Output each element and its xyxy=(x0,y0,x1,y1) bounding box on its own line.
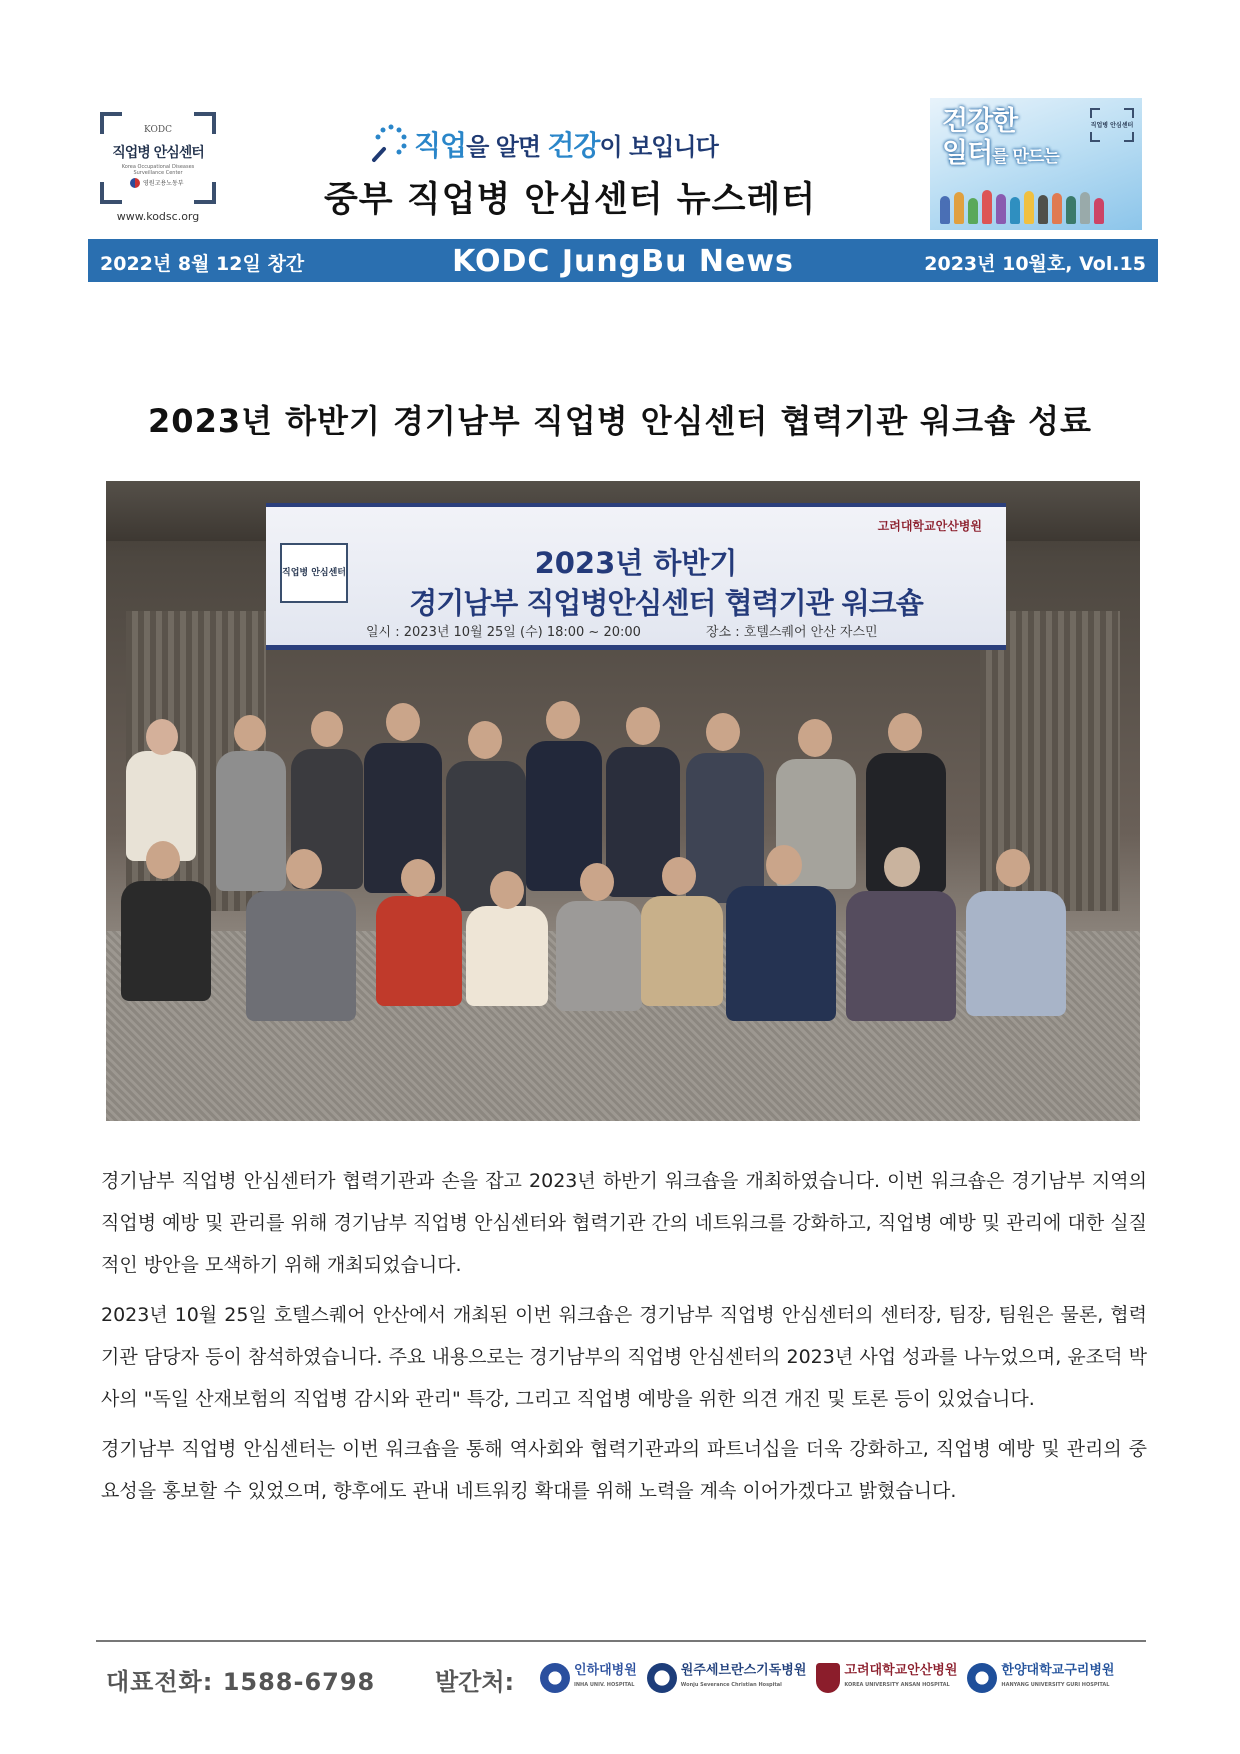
magnifier-icon xyxy=(370,122,412,164)
inha-emblem-icon xyxy=(540,1663,570,1693)
banner-logo-text: 직업병 안심센터 xyxy=(1090,122,1134,129)
partner-korea-ansan-text xyxy=(844,1664,957,1692)
article-paragraph-1: 경기남부 직업병 안심센터가 협력기관과 손을 잡고 2023년 하반기 워크숍을 개최하였습니다. 이번 워크숍은 경기남부 지역의 직업병 예방 및 관리를 위해 경기남부 직업병 안심센터와 협력기관 간의 네트워크를 강화하고, 직업병 예방 및 관리에 대한 실질적인 방안을 모색하기 위해 개최되었습니다. xyxy=(101,1170,1147,1276)
partner-hanyang-guri-en: HANYANG UNIVERSITY GURI HOSPITAL xyxy=(1001,1682,1110,1688)
workshop-group-photo xyxy=(106,481,1140,1121)
healthy-workplace-banner xyxy=(930,98,1142,230)
slogan-word-4: 이 보입니다 xyxy=(599,133,718,161)
partner-korea-ansan-en: KOREA UNIVERSITY ANSAN HOSPITAL xyxy=(844,1682,950,1688)
slogan xyxy=(370,120,810,162)
wonju-emblem-icon xyxy=(647,1663,677,1693)
workshop-banner-title: 2023년 하반기 xyxy=(534,546,738,580)
partner-inha-name: 인하대병원 xyxy=(574,1663,637,1678)
partner-inha-text xyxy=(574,1664,637,1692)
attendee-group xyxy=(106,681,1140,1061)
banner-line2a: 일터 xyxy=(942,138,993,169)
slogan-word-health: 건강 xyxy=(547,129,600,162)
workshop-banner-date: 일시 : 2023년 10월 25일 (수) 18:00 ~ 20:00 xyxy=(366,625,641,640)
article-paragraph-2: 2023년 10월 25일 호텔스퀘어 안산에서 개최된 이번 워크숍은 경기남부 직업병 안심센터의 센터장, 팀장, 팀원은 물론, 협력기관 담당자 등이 참석하였습니다. 주요 내용으로는 경기남부의 직업병 안심센터의 2023년 사업 성과를 나누었으며, 윤조덕 박사의 "독일 산재보험의 직업병 감시와 관리" 특강, 그리고 직업병 예방을 위한 의견 개진 및 토론 등이 있었습니다. xyxy=(101,1304,1147,1410)
hanyang-emblem-icon xyxy=(967,1663,997,1693)
workshop-banner-hospital: 고려대학교안산병원 xyxy=(877,519,982,533)
slogan-word-job: 직업 xyxy=(414,129,467,162)
workshop-banner-logo-text: 직업병 안심센터 xyxy=(282,568,346,578)
partner-hanyang-guri xyxy=(967,1663,1114,1693)
slogan-text xyxy=(414,124,718,164)
partner-wonju xyxy=(647,1663,807,1693)
article-body xyxy=(101,1160,1147,1520)
website-url[interactable]: www.kodsc.org xyxy=(116,210,200,223)
banner-line1: 건강한 xyxy=(942,106,1018,137)
banner-title xyxy=(942,106,1059,173)
newsletter-title: 중부 직업병 안심센터 뉴스레터 xyxy=(323,180,817,220)
workshop-banner-place: 장소 : 호텔스퀘어 안산 자스민 xyxy=(706,625,878,640)
article-paragraph-3: 경기남부 직업병 안심센터는 이번 워크숍을 통해 역사회와 협력기관과의 파트너십을 더욱 강화하고, 직업병 예방 및 관리의 중요성을 홍보할 수 있었으며, 향후에도 관내 네트워킹 확대를 위해 노력을 계속 이어가겠다고 밝혔습니다. xyxy=(101,1438,1147,1502)
partner-hanyang-guri-name: 한양대학교구리병원 xyxy=(1001,1663,1115,1678)
newsletter-name: KODC JungBu News xyxy=(452,244,794,279)
issue-info-bar xyxy=(88,239,1158,282)
partner-wonju-name: 원주세브란스기독병원 xyxy=(680,1663,807,1678)
workers-illustration xyxy=(940,188,1136,224)
logo-english-name: Korea Occupational Diseases Surveillance Center xyxy=(121,164,195,176)
partner-wonju-text xyxy=(681,1664,807,1692)
issue-volume: 2023년 10월호, Vol.15 xyxy=(924,253,1146,275)
banner-logo xyxy=(1090,108,1134,142)
partner-inha-en: INHA UNIV. HOSPITAL xyxy=(574,1682,635,1688)
logo-ministry: 영원고용노동부 xyxy=(143,180,184,187)
partner-hanyang-guri-text xyxy=(1001,1664,1114,1692)
logo-kodc-text: KODC xyxy=(144,125,172,135)
banner-line2b: 를 만드는 xyxy=(992,147,1059,167)
workshop-banner-subtitle: 경기남부 직업병안심센터 협력기관 워크숍 xyxy=(409,586,923,620)
partner-wonju-en: Wonju Severance Christian Hospital xyxy=(680,1682,782,1688)
partner-logos xyxy=(540,1658,1145,1698)
article-headline: 2023년 하반기 경기남부 직업병 안심센터 협력기관 워크숍 성료 xyxy=(148,402,1092,440)
slogan-word-2: 을 알면 xyxy=(466,133,548,161)
partner-korea-ansan xyxy=(816,1663,957,1693)
partner-korea-ansan-name: 고려대학교안산병원 xyxy=(844,1663,958,1678)
kodc-logo xyxy=(100,112,216,204)
government-seal-icon xyxy=(130,178,140,188)
footer-phone: 대표전화: 1588-6798 xyxy=(106,1668,376,1696)
footer-publisher-label: 발간처: xyxy=(435,1668,515,1696)
first-issue-date: 2022년 8월 12일 창간 xyxy=(100,253,305,275)
partner-inha xyxy=(540,1663,637,1693)
workshop-banner xyxy=(266,503,1006,650)
korea-univ-emblem-icon xyxy=(816,1663,840,1693)
logo-center-name: 직업병 안심센터 xyxy=(112,145,204,161)
footer-divider xyxy=(96,1640,1146,1642)
